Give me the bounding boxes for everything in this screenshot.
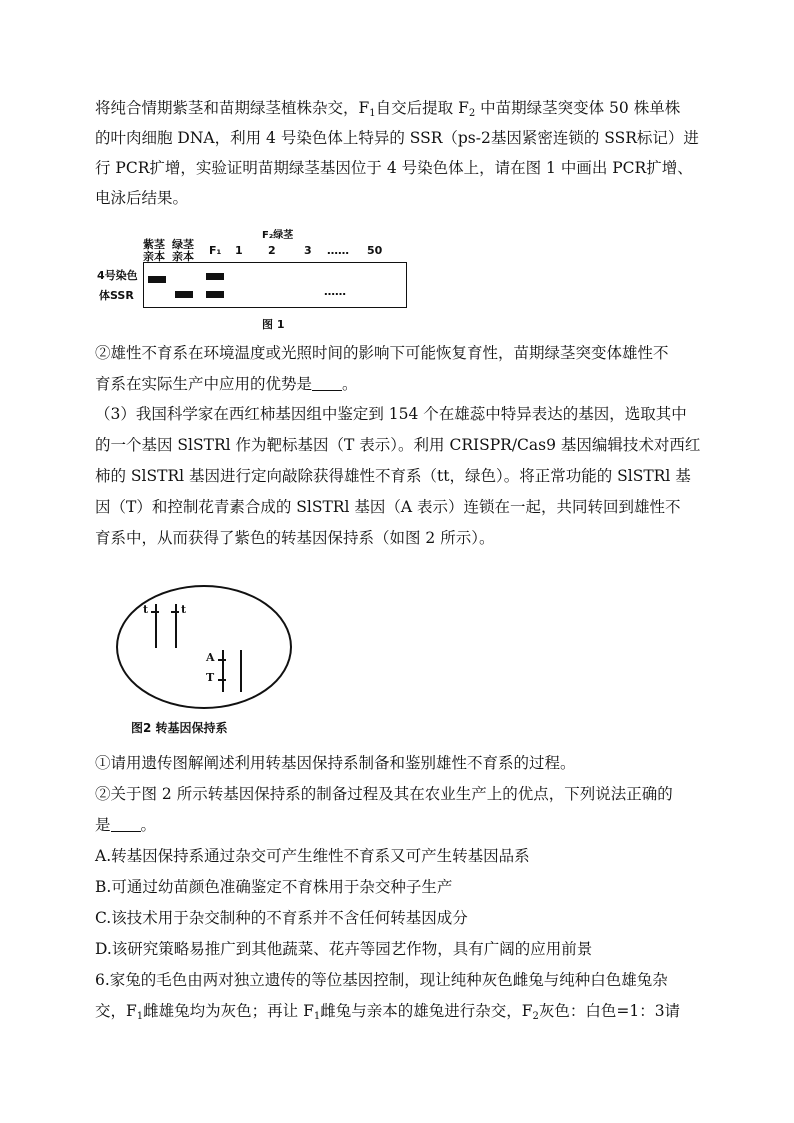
fig1-col-50: 50: [367, 244, 383, 257]
q6-line-1: 6.家兔的毛色由两对独立遗传的等位基因控制，现让纯种灰色雌兔与纯种白色雄兔杂: [95, 971, 668, 989]
q2-line-2: 育系在实际生产中应用的优势是 。: [95, 375, 358, 393]
locus-tick-right: [171, 611, 179, 613]
gel-band-f1-lower: [206, 291, 224, 298]
fig1-col-green-1: 绿茎: [172, 238, 194, 251]
fig1-row-label-1: 4号染色: [97, 269, 138, 282]
gel-inner-dots: ……: [324, 285, 346, 298]
locus-tick-left: [151, 611, 159, 613]
gel-band-purple-parent: [148, 276, 166, 283]
option-a[interactable]: A.转基因保持系通过杂交可产生维性不育系又可产生转基因品系: [95, 847, 530, 865]
answer-blank[interactable]: [312, 376, 342, 391]
fig1-col-dots: ……: [327, 244, 349, 257]
gene-label-t-left: t: [143, 603, 149, 616]
locus-tick-T: [218, 679, 226, 681]
option-d[interactable]: D.该研究策略易推广到其他蔬菜、花卉等园艺作物，具有广阔的应用前景: [95, 940, 593, 958]
option-b[interactable]: B.可通过幼苗颜色准确鉴定不育株用于杂交种子生产: [95, 878, 453, 896]
intro-line-4: 电泳后结果。: [95, 189, 189, 207]
fig1-col-purple-2: 亲本: [143, 250, 165, 263]
fig1-col-green-2: 亲本: [172, 250, 194, 263]
fig1-caption: 图 1: [262, 318, 285, 331]
fig1-col-f1: F₁: [209, 244, 222, 257]
q3-line-1: （3）我国科学家在西红柿基因组中鉴定到 154 个在雄蕊中特异表达的基因，选取其中: [95, 405, 687, 423]
locus-tick-a: [218, 659, 226, 661]
q2-line-1: ②雄性不育系在环境温度或光照时间的影响下可能恢复育性，苗期绿茎突变体雄性不: [95, 344, 669, 362]
q3-sub-1: ①请用遗传图解阐述利用转基因保持系制备和鉴别雄性不育系的过程。: [95, 754, 576, 772]
q3-line-5: 育系中，从而获得了紫色的转基因保持系（如图 2 所示）。: [95, 529, 495, 547]
chromosome-homolog: [240, 650, 242, 692]
q3-line-2: 的一个基因 SlSTRl 作为靶标基因（T 表示）。利用 CRISPR/Cas9 基因编辑技术对西红: [95, 436, 701, 454]
fig1-col-3: 3: [304, 244, 312, 257]
fig1-col-2: 2: [268, 244, 276, 257]
q3-sub-2-line-2: 是 。: [95, 816, 157, 834]
gel-band-green-parent: [175, 291, 193, 298]
intro-line-2: 的叶肉细胞 DNA，利用 4 号染色体上特异的 SSR（ps-2基因紧密连锁的 SSR标记）进: [95, 129, 699, 147]
gene-label-t-right: t: [181, 603, 187, 616]
intro-line-3: 行 PCR扩增，实验证明苗期绿茎基因位于 4 号染色体上，请在图 1 中画出 PCR扩增、: [95, 159, 693, 177]
gene-label-a: A: [206, 651, 215, 664]
fig2-caption: 图2 转基因保持系: [131, 721, 228, 735]
q3-line-3: 柿的 SlSTRl 基因进行定向敲除获得雄性不育系（tt，绿色）。将正常功能的 SlSTRl 基: [95, 467, 691, 485]
fig1-col-purple-1: 紫茎: [143, 238, 165, 251]
gel-box: [143, 262, 407, 308]
gel-band-f1-upper: [206, 273, 224, 280]
option-c[interactable]: C.该技术用于杂交制种的不育系并不含任何转基因成分: [95, 909, 468, 927]
gene-label-T: T: [206, 671, 215, 684]
chromosome-transgene: [222, 650, 224, 692]
q6-line-2: 交，$F_1$雌雄兔均为灰色；再让 $F_1$雌兔与亲本的雄兔进行杂交，$F_2$灰色：白色=1：3请: [95, 1002, 681, 1022]
q3-sub-2-line-1: ②关于图 2 所示转基因保持系的制备过程及其在农业生产上的优点，下列说法正确的: [95, 785, 673, 803]
q3-line-4: 因（T）和控制花青素合成的 SlSTRl 基因（A 表示）连锁在一起，共同转回到雄性不: [95, 498, 681, 516]
fig1-row-label-2: 体SSR: [99, 289, 134, 302]
intro-line-1: 将纯合情期紫茎和苗期绿茎植株杂交，$F_1$自交后提取 $F_2$ 中苗期绿茎突变体 50 株单株: [95, 99, 681, 119]
fig1-header-f2: F₂绿茎: [262, 230, 294, 241]
fig1-col-1: 1: [235, 244, 243, 257]
answer-blank-2[interactable]: [111, 817, 141, 832]
